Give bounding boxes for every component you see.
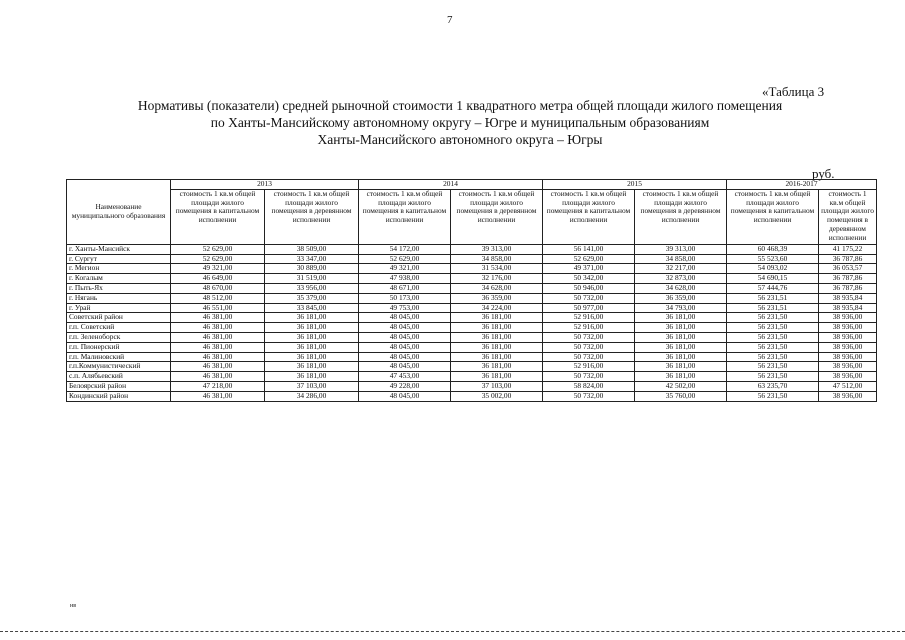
cost-value-cell: 47 938,00 xyxy=(359,274,451,284)
cost-value-cell: 38 936,00 xyxy=(819,391,877,401)
municipality-name: г. Пыть-Ях xyxy=(67,283,171,293)
cost-value-cell: 56 231,50 xyxy=(727,332,819,342)
title-line: Ханты-Мансийского автономного округа – Югры xyxy=(317,132,603,147)
municipality-name: Кондинский район xyxy=(67,391,171,401)
cost-value-cell: 36 181,00 xyxy=(451,332,543,342)
cost-value-cell: 35 379,00 xyxy=(265,293,359,303)
cost-value-cell: 34 858,00 xyxy=(451,254,543,264)
cost-value-cell: 50 732,00 xyxy=(543,293,635,303)
cost-value-cell: 52 629,00 xyxy=(359,254,451,264)
column-header-capital: стоимость 1 кв.м общей площади жилого помещения в капитальном исполнении xyxy=(359,189,451,244)
cost-value-cell: 54 093,02 xyxy=(727,264,819,274)
cost-value-cell: 56 231,51 xyxy=(727,303,819,313)
cost-value-cell: 35 760,00 xyxy=(635,391,727,401)
cost-value-cell: 36 181,00 xyxy=(265,352,359,362)
cost-value-cell: 50 732,00 xyxy=(543,332,635,342)
cost-value-cell: 48 045,00 xyxy=(359,391,451,401)
cost-value-cell: 46 551,00 xyxy=(171,303,265,313)
cost-value-cell: 36 181,00 xyxy=(265,332,359,342)
cost-value-cell: 36 787,86 xyxy=(819,283,877,293)
cost-value-cell: 42 502,00 xyxy=(635,381,727,391)
cost-value-cell: 36 181,00 xyxy=(635,372,727,382)
cost-value-cell: 48 045,00 xyxy=(359,313,451,323)
cost-value-cell: 49 228,00 xyxy=(359,381,451,391)
municipality-name: г.п. Пионерский xyxy=(67,342,171,352)
currency-unit: руб. xyxy=(812,166,835,181)
municipality-name: г.п. Советский xyxy=(67,323,171,333)
municipality-name: Советский район xyxy=(67,313,171,323)
table-row xyxy=(67,391,877,401)
table-row xyxy=(67,264,877,274)
cost-value-cell: 36 181,00 xyxy=(265,313,359,323)
cost-value-cell: 58 824,00 xyxy=(543,381,635,391)
cost-value-cell: 38 509,00 xyxy=(265,244,359,254)
cost-value-cell: 50 946,00 xyxy=(543,283,635,293)
municipality-name: г. Когалым xyxy=(67,274,171,284)
year-header: 2013 xyxy=(171,180,359,190)
cost-value-cell: 50 732,00 xyxy=(543,391,635,401)
page-edge-line xyxy=(0,631,905,632)
table-row xyxy=(67,274,877,284)
cost-value-cell: 50 173,00 xyxy=(359,293,451,303)
cost-value-cell: 34 858,00 xyxy=(635,254,727,264)
cost-value-cell: 49 321,00 xyxy=(171,264,265,274)
cost-value-cell: 56 231,50 xyxy=(727,352,819,362)
cost-value-cell: 39 313,00 xyxy=(635,244,727,254)
cost-value-cell: 56 231,50 xyxy=(727,362,819,372)
table-row xyxy=(67,254,877,264)
cost-value-cell: 48 045,00 xyxy=(359,352,451,362)
cost-value-cell: 38 936,00 xyxy=(819,372,877,382)
cost-value-cell: 52 629,00 xyxy=(171,244,265,254)
cost-value-cell: 36 181,00 xyxy=(265,323,359,333)
cost-value-cell: 36 359,00 xyxy=(451,293,543,303)
cost-value-cell: 36 181,00 xyxy=(635,362,727,372)
column-header-wooden: стоимость 1 кв.м общей площади жилого помещения в деревянном исполнении xyxy=(265,189,359,244)
cost-value-cell: 33 347,00 xyxy=(265,254,359,264)
cost-value-cell: 56 231,50 xyxy=(727,372,819,382)
table-reference: «Таблица 3 xyxy=(762,84,825,99)
cost-value-cell: 34 224,00 xyxy=(451,303,543,313)
cost-value-cell: 31 534,00 xyxy=(451,264,543,274)
cost-value-cell: 46 381,00 xyxy=(171,391,265,401)
municipality-name: г. Мегион xyxy=(67,264,171,274)
cost-value-cell: 49 753,00 xyxy=(359,303,451,313)
municipality-name: с.п. Алябьевский xyxy=(67,372,171,382)
cost-value-cell: 32 873,00 xyxy=(635,274,727,284)
cost-value-cell: 56 231,50 xyxy=(727,391,819,401)
cost-value-cell: 36 181,00 xyxy=(265,342,359,352)
cost-value-cell: 46 381,00 xyxy=(171,332,265,342)
table-body xyxy=(67,244,877,401)
column-header-capital: стоимость 1 кв.м общей площади жилого помещения в капитальном исполнении xyxy=(171,189,265,244)
cost-value-cell: 37 103,00 xyxy=(451,381,543,391)
cost-value-cell: 49 371,00 xyxy=(543,264,635,274)
cost-value-cell: 34 628,00 xyxy=(451,283,543,293)
cost-value-cell: 56 141,00 xyxy=(543,244,635,254)
cost-value-cell: 52 916,00 xyxy=(543,313,635,323)
cost-value-cell: 46 381,00 xyxy=(171,323,265,333)
cost-value-cell: 56 231,51 xyxy=(727,293,819,303)
cost-value-cell: 38 936,00 xyxy=(819,332,877,342)
municipality-name: г.п. Зеленоборск xyxy=(67,332,171,342)
cost-value-cell: 33 845,00 xyxy=(265,303,359,313)
column-header-wooden: стоимость 1 кв.м общей площади жилого помещения в деревянном исполнении xyxy=(635,189,727,244)
cost-value-cell: 36 787,86 xyxy=(819,254,877,264)
cost-value-cell: 31 519,00 xyxy=(265,274,359,284)
cost-value-cell: 36 181,00 xyxy=(635,342,727,352)
cost-value-cell: 47 453,00 xyxy=(359,372,451,382)
cost-value-cell: 38 936,00 xyxy=(819,313,877,323)
cost-value-cell: 48 045,00 xyxy=(359,332,451,342)
table-row xyxy=(67,352,877,362)
title-line: по Ханты-Мансийскому автономному округу – Югре и муниципальным образованиям xyxy=(210,115,710,130)
cost-value-cell: 37 103,00 xyxy=(265,381,359,391)
cost-value-cell: 38 936,00 xyxy=(819,352,877,362)
cost-value-cell: 48 670,00 xyxy=(171,283,265,293)
cost-value-cell: 50 732,00 xyxy=(543,372,635,382)
column-header-wooden: стоимость 1 кв.м общей площади жилого помещения в деревянном исполнении xyxy=(819,189,877,244)
cost-value-cell: 36 181,00 xyxy=(451,372,543,382)
cost-value-cell: 36 181,00 xyxy=(635,323,727,333)
cost-value-cell: 46 381,00 xyxy=(171,372,265,382)
cost-value-cell: 36 053,57 xyxy=(819,264,877,274)
cost-value-cell: 30 889,00 xyxy=(265,264,359,274)
cost-value-cell: 34 286,00 xyxy=(265,391,359,401)
cost-value-cell: 38 935,84 xyxy=(819,303,877,313)
cost-value-cell: 48 671,00 xyxy=(359,283,451,293)
cost-value-cell: 52 916,00 xyxy=(543,362,635,372)
cost-value-cell: 56 231,50 xyxy=(727,323,819,333)
municipality-name: г. Ханты-Мансийск xyxy=(67,244,171,254)
table-row xyxy=(67,323,877,333)
table-row xyxy=(67,372,877,382)
cost-value-cell: 54 172,00 xyxy=(359,244,451,254)
cost-value-cell: 52 629,00 xyxy=(543,254,635,264)
cost-value-cell: 50 732,00 xyxy=(543,342,635,352)
municipality-name: г.п. Малиновский xyxy=(67,352,171,362)
cost-value-cell: 33 956,00 xyxy=(265,283,359,293)
cost-value-cell: 46 381,00 xyxy=(171,342,265,352)
cost-value-cell: 36 181,00 xyxy=(635,352,727,362)
year-header: 2014 xyxy=(359,180,543,190)
cost-value-cell: 52 629,00 xyxy=(171,254,265,264)
cost-value-cell: 36 181,00 xyxy=(451,362,543,372)
cost-value-cell: 52 916,00 xyxy=(543,323,635,333)
cost-value-cell: 38 936,00 xyxy=(819,362,877,372)
cost-value-cell: 34 628,00 xyxy=(635,283,727,293)
cost-value-cell: 36 181,00 xyxy=(451,342,543,352)
municipality-name: г. Сургут xyxy=(67,254,171,264)
cost-value-cell: 50 342,00 xyxy=(543,274,635,284)
municipality-name: Белоярский район xyxy=(67,381,171,391)
year-header: 2015 xyxy=(543,180,727,190)
title-line: Нормативы (показатели) средней рыночной стоимости 1 квадратного метра общей площади жилого помещения xyxy=(137,98,783,113)
cost-value-cell: 46 381,00 xyxy=(171,313,265,323)
cost-value-cell: 36 181,00 xyxy=(265,372,359,382)
cost-value-cell: 38 935,84 xyxy=(819,293,877,303)
cost-value-cell: 63 235,70 xyxy=(727,381,819,391)
cost-value-cell: 56 231,50 xyxy=(727,313,819,323)
cost-value-cell: 48 045,00 xyxy=(359,323,451,333)
municipality-name: г. Нягань xyxy=(67,293,171,303)
cost-value-cell: 36 181,00 xyxy=(635,332,727,342)
cost-value-cell: 35 002,00 xyxy=(451,391,543,401)
cost-value-cell: 36 181,00 xyxy=(265,362,359,372)
table-row xyxy=(67,283,877,293)
table-row xyxy=(67,362,877,372)
cost-norms-table xyxy=(66,179,877,402)
table-row xyxy=(67,381,877,391)
cost-value-cell: 46 649,00 xyxy=(171,274,265,284)
cost-value-cell: 54 690,15 xyxy=(727,274,819,284)
cost-value-cell: 36 787,86 xyxy=(819,274,877,284)
cost-value-cell: 32 217,00 xyxy=(635,264,727,274)
cost-value-cell: 34 793,00 xyxy=(635,303,727,313)
cost-value-cell: 60 468,39 xyxy=(727,244,819,254)
cost-value-cell: 36 181,00 xyxy=(635,313,727,323)
cost-value-cell: 46 381,00 xyxy=(171,352,265,362)
table-row xyxy=(67,303,877,313)
year-header: 2016-2017 xyxy=(727,180,877,190)
page-number: 7 xyxy=(447,14,453,26)
cost-value-cell: 55 523,60 xyxy=(727,254,819,264)
cost-value-cell: 38 936,00 xyxy=(819,323,877,333)
municipality-name: г.п.Коммунистический xyxy=(67,362,171,372)
column-header-wooden: стоимость 1 кв.м общей площади жилого помещения в деревянном исполнении xyxy=(451,189,543,244)
cost-value-cell: 47 218,00 xyxy=(171,381,265,391)
table-row xyxy=(67,332,877,342)
column-header-municipality: Наименование муниципального образования xyxy=(67,180,171,245)
footer-mark: нв xyxy=(70,603,77,609)
cost-value-cell: 57 444,76 xyxy=(727,283,819,293)
table-row xyxy=(67,313,877,323)
column-header-capital: стоимость 1 кв.м общей площади жилого помещения в капитальном исполнении xyxy=(727,189,819,244)
cost-value-cell: 36 181,00 xyxy=(451,323,543,333)
cost-value-cell: 50 732,00 xyxy=(543,352,635,362)
cost-value-cell: 50 977,00 xyxy=(543,303,635,313)
cost-value-cell: 36 359,00 xyxy=(635,293,727,303)
cost-value-cell: 41 175,22 xyxy=(819,244,877,254)
table-row xyxy=(67,293,877,303)
cost-value-cell: 32 176,00 xyxy=(451,274,543,284)
municipality-name: г. Урай xyxy=(67,303,171,313)
cost-value-cell: 36 181,00 xyxy=(451,313,543,323)
table-row xyxy=(67,342,877,352)
cost-value-cell: 38 936,00 xyxy=(819,342,877,352)
cost-value-cell: 48 045,00 xyxy=(359,362,451,372)
cost-value-cell: 56 231,50 xyxy=(727,342,819,352)
cost-value-cell: 46 381,00 xyxy=(171,362,265,372)
cost-value-cell: 48 045,00 xyxy=(359,342,451,352)
table-row xyxy=(67,244,877,254)
cost-value-cell: 48 512,00 xyxy=(171,293,265,303)
cost-value-cell: 49 321,00 xyxy=(359,264,451,274)
cost-value-cell: 47 512,00 xyxy=(819,381,877,391)
cost-value-cell: 39 313,00 xyxy=(451,244,543,254)
column-header-capital: стоимость 1 кв.м общей площади жилого помещения в капитальном исполнении xyxy=(543,189,635,244)
document-title xyxy=(60,97,860,148)
cost-value-cell: 36 181,00 xyxy=(451,352,543,362)
